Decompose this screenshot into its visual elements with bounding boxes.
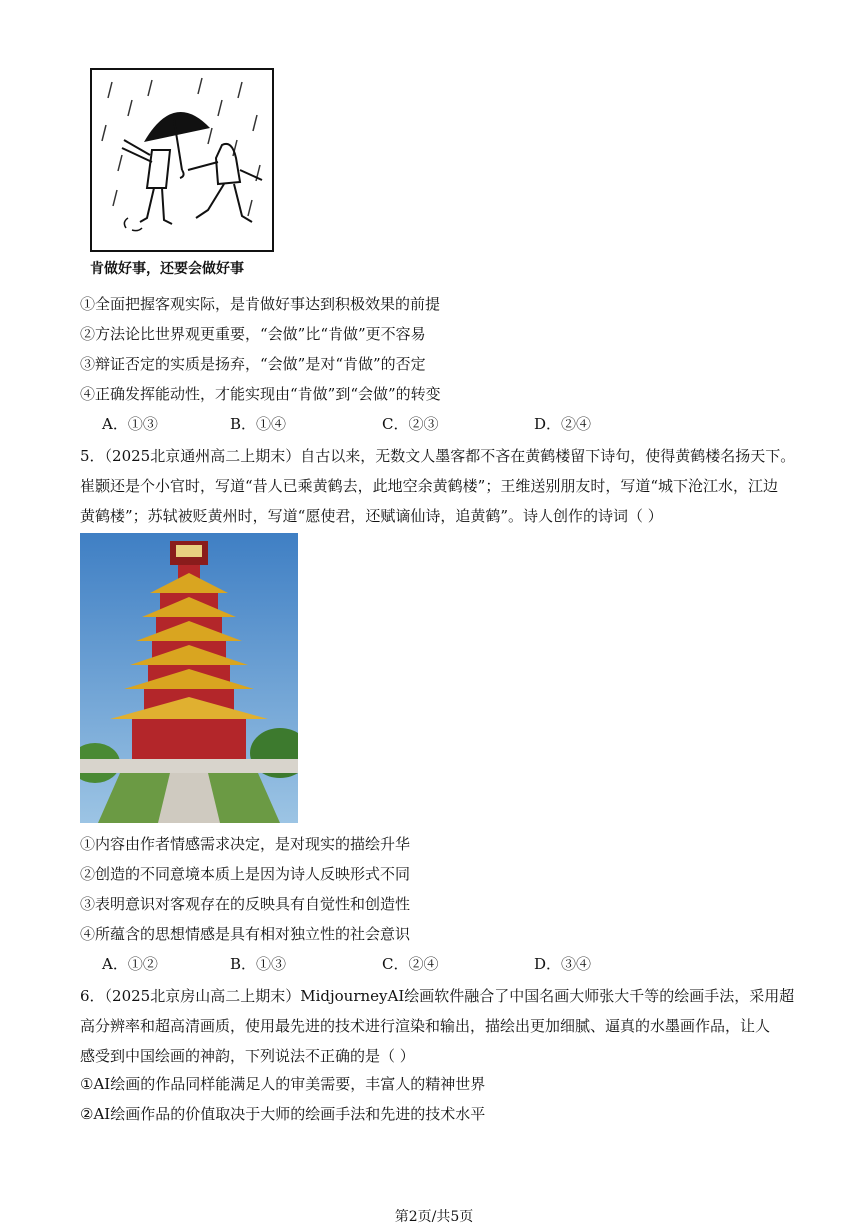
q5-statement-3: ③表明意识对客观存在的反映具有自觉性和创造性 xyxy=(80,895,411,913)
q4-statement-3: ③辩证否定的实质是扬弃，“会做”是对“肯做”的否定 xyxy=(80,355,426,373)
q4-option-d: D．②④ xyxy=(534,415,592,433)
yellow-crane-tower-photo xyxy=(80,533,298,823)
umbrella-cartoon-icon xyxy=(92,70,272,250)
q5-option-d: D．③④ xyxy=(534,955,592,973)
page-number: 第2页/共5页 xyxy=(394,1209,474,1225)
q4-statement-4: ④正确发挥能动性，才能实现由“肯做”到“会做”的转变 xyxy=(80,385,441,403)
q5-stem-line-3: 黄鹤楼”；苏轼被贬黄州时，写道“愿使君，还赋谪仙诗，追黄鹤”。诗人创作的诗词（ ） xyxy=(80,507,663,525)
q4-option-b: B．①④ xyxy=(230,415,287,433)
q5-statement-2: ②创造的不同意境本质上是因为诗人反映形式不同 xyxy=(80,865,411,883)
cartoon-caption: 肯做好事，还要会做好事 xyxy=(90,261,244,277)
q6-stem-line-2: 高分辨率和超高清画质，使用最先进的技术进行渲染和输出，描绘出更加细腻、逼真的水墨画作品，让人 xyxy=(80,1017,771,1035)
q4-option-c: C．②③ xyxy=(382,415,439,433)
q4-statement-2: ②方法论比世界观更重要，“会做”比“肯做”更不容易 xyxy=(80,325,426,343)
q5-statement-1: ①内容由作者情感需求决定，是对现实的描绘升华 xyxy=(80,835,411,853)
q4-statement-1: ①全面把握客观实际，是肯做好事达到积极效果的前提 xyxy=(80,295,441,313)
q5-statement-4: ④所蕴含的思想情感是具有相对独立性的社会意识 xyxy=(80,925,411,943)
cartoon-image xyxy=(90,68,274,252)
q6-stem-line-1: 6．（2025北京房山高二上期末）MidjourneyAI绘画软件融合了中国名画大师张大千等的绘画手法，采用超 xyxy=(80,987,795,1005)
q6-statement-2: ②AI绘画作品的价值取决于大师的绘画手法和先进的技术水平 xyxy=(80,1105,486,1123)
q5-option-b: B．①③ xyxy=(230,955,287,973)
q5-option-a: A．①② xyxy=(102,955,158,973)
pagoda-icon xyxy=(80,533,298,823)
q6-stem-line-3: 感受到中国绘画的神韵，下列说法不正确的是（ ） xyxy=(80,1047,415,1065)
q5-stem-line-1: 5．（2025北京通州高二上期末）自古以来，无数文人墨客都不吝在黄鹤楼留下诗句，使得黄鹤楼名扬天下。 xyxy=(80,447,796,465)
q6-statement-1: ①AI绘画的作品同样能满足人的审美需要，丰富人的精神世界 xyxy=(80,1075,486,1093)
q5-option-c: C．②④ xyxy=(382,955,439,973)
q4-option-a: A．①③ xyxy=(102,415,158,433)
q5-stem-line-2: 崔颢还是个小官时，写道“昔人已乘黄鹤去，此地空余黄鹤楼”；王维送别朋友时，写道“城下沧江水，江边 xyxy=(80,477,779,495)
